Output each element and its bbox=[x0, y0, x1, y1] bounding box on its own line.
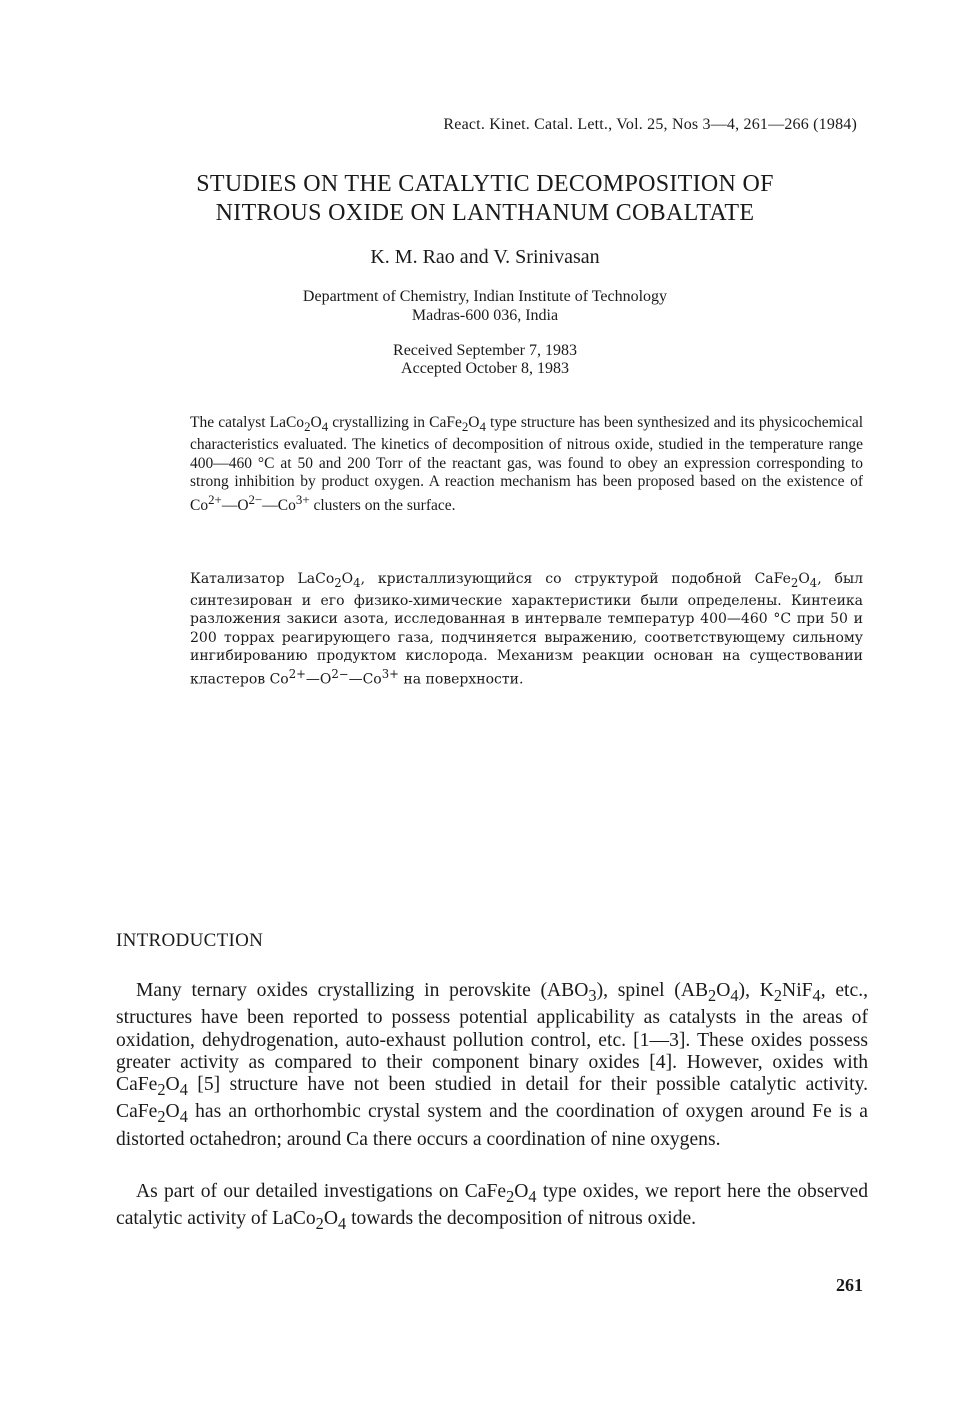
abstract-russian bbox=[190, 570, 863, 689]
title-line-1: STUDIES ON THE CATALYTIC DECOMPOSITION OF bbox=[196, 171, 774, 197]
page-number: 261 bbox=[836, 1275, 863, 1295]
intro-paragraph-2: As part of our detailed investigations on $CaFe_2O_4$ type oxides, we report here the observed catalytic activity of $LaCo_2O_4$ towards the decomposition of nitrous oxide. bbox=[116, 1181, 868, 1234]
intro-paragraph-1: Many ternary oxides crystallizing in perovskite $(ABO_3)$, spinel $(AB_2O_4)$, $K_2NiF_4$, etc., structures have been reported to possess potential applicability as catalysts in the areas of oxidation, dehydrogenation, auto-exhaust pollution control, etc. [1—3]. These oxides possess greater activity as compared to their component binary oxides [4]. However, oxides with $CaFe_2O_4$ [5] structure have not been studied in detail for their possible catalytic activity. $CaFe_2O_4$ has an orthorhombic crystal system and the coordination of oxygen around Fe is a distorted octahedron; around Ca there occurs a coordination of nine oxygens. bbox=[116, 980, 868, 1150]
affiliation bbox=[100, 287, 870, 325]
abstract-russian-text: Катализатор $LaCo_2O_4$, кристаллизующийся со структурой подобной $CaFe_2O_4$, был синтезирован и его физико-химические характеристики были определены. Кинтеика разложения закиси азота, исследованная в интервале температур 400—460 °C при 50 и 200 торрах реагирующего газа, подчиняется выражению, соответствующему сильному ингибированию продуктом кислорода. Механизм реакции основан на существовании кластеров $Co^{2+}—O^{2-}—Co^{3+}$ на поверхности. bbox=[190, 571, 863, 688]
abstract-english bbox=[190, 414, 863, 516]
received-dates bbox=[100, 342, 870, 378]
accepted-date: Accepted October 8, 1983 bbox=[401, 360, 569, 377]
affiliation-line-1: Department of Chemistry, Indian Institute of Technology bbox=[302, 288, 668, 305]
title-line-2: NITROUS OXIDE ON LANTHANUM COBALTATE bbox=[215, 200, 755, 226]
abstract-english-text: The catalyst $LaCo_2O_4$ crystallizing in $CaFe_2O_4$ type structure has been synthesized and its physicochemical characteristics evaluated. The kinetics of decomposition of nitrous oxide, studied in the temperature range 400—460 °C at 50 and 200 Torr of the reactant gas, was found to obey an expression corresponding to strong inhibition by product oxygen. A reaction mechanism has been proposed based on the existence of $Co^{2+}—O^{2-}—Co^{3+}$ clusters on the surface. bbox=[190, 414, 864, 515]
affiliation-line-2: Madras-600 036, India bbox=[411, 307, 559, 324]
section-heading-introduction: INTRODUCTION bbox=[116, 930, 264, 951]
paper-title bbox=[100, 170, 870, 228]
received-date: Received September 7, 1983 bbox=[393, 342, 577, 359]
authors: K. M. Rao and V. Srinivasan bbox=[370, 246, 600, 268]
journal-citation: React. Kinet. Catal. Lett., Vol. 25, Nos 3—4, 261—266 (1984) bbox=[443, 116, 857, 133]
